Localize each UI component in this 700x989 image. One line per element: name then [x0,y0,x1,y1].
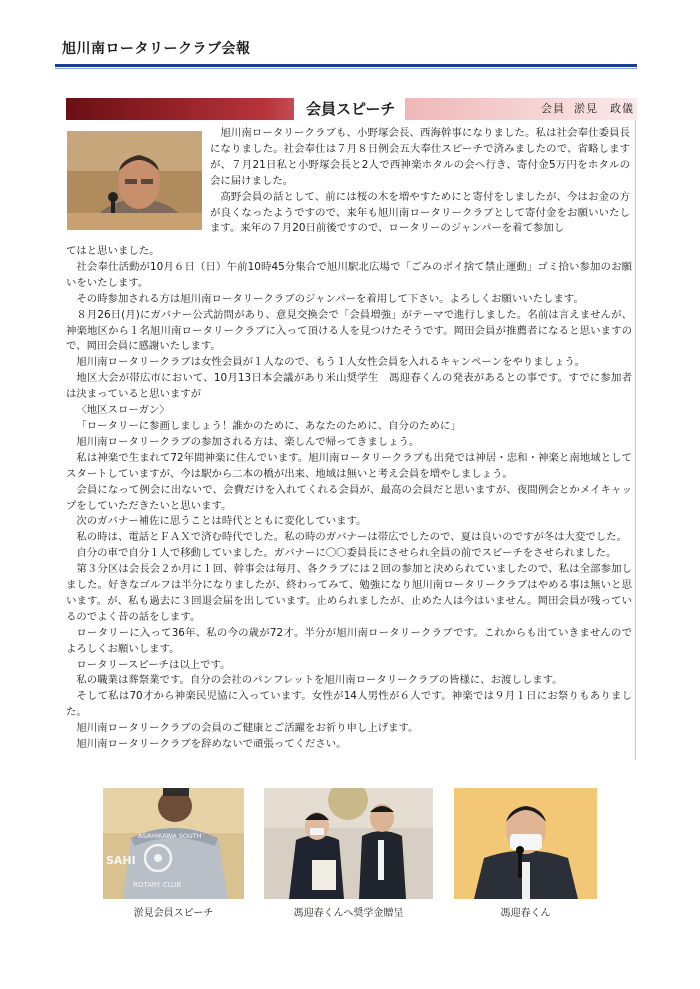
masthead-rule-thin [55,68,637,69]
body-paragraph: 地区大会が帯広市において、10月13日本会議があり米山奨学生 馮迎春くんの発表があるとの事です。すでに参加者は決まっていると思いますが [66,372,632,401]
body-paragraph: 私の時は、電話とＦＡＸで済む時代でした。私の時のガバナーは帯広でしたので、夏は良いのですが冬は大変でした。 [76,531,627,544]
body-paragraph: その時参加される方は旭川南ロータリークラブのジャンパーを着用して下さい。よろしくお願いいたします。 [76,292,584,305]
intro-text [210,126,630,237]
body-paragraph: ８月26日(月)にガバナー公式訪問があり、意見交換会で「会員増強」がテーマで進行しました。名前は言えませんが、神楽地区から１名旭川南ロータリークラブに入って頂ける人を見つけたそうです。岡田会員が推薦者になると思いますので、岡田会員に感謝いたします。 [66,308,632,353]
speech-photo [103,788,244,899]
photo-caption: 淤見会員スピーチ [133,908,214,919]
body-paragraph: 次のガバナー補佐に思うことは時代とともに変化しています。 [76,515,367,528]
body-paragraph: 旭川南ロータリークラブを辞めないで頑張ってください。 [76,738,347,751]
body-paragraph: 社会奉仕活動が10月６日（日）午前10時45分集合で旭川駅北広場で「ごみのポイ捨て禁止運動」ゴミ拾い参加のお願いをいたします。 [66,260,632,289]
body-paragraph: 私は神楽で生まれて72年間神楽に住んでいます。旭川南ロータリークラブも出発では神居・忠和・神楽と南地域としてスタートしていますが、今は駅から二本の橋が出来、地域は無いと考え会員を増やしましょう。 [66,451,632,480]
newsletter-title: 旭川南ロータリークラブ会報 [62,41,251,57]
body-paragraph: てはと思いました。 [66,245,160,257]
body-paragraph: 私の職業は葬祭業です。自分の会社のパンフレットを旭川南ロータリークラブの皆様に、お渡しします。 [76,674,563,687]
photo-caption: 馮迎春くん [500,908,551,919]
scholarship-photo [264,788,433,899]
body-paragraph: ロータリーに入って36年、私の今の歳が72才。半分が旭川南ロータリークラブです。これからも出ていきませんのでよろしくお願いします。 [66,626,632,655]
body-paragraph: ロータリースピーチは以上です。 [76,658,231,671]
body-paragraph: 〈地区スローガン〉 [76,404,170,417]
author-name: 淤見 政儀 [574,102,634,115]
body-paragraph: 「ロータリーに参画しましょう！誰かのために、あなたのために、自分のために」 [76,419,461,432]
body-paragraph: 自分の車で自分１人で移動していました。ガバナーに〇〇委員長にさせられ全員の前でスピーチをさせられました。 [76,547,617,560]
body-paragraph: 旭川南ロータリークラブの会員のご健康とご活躍をお祈り申し上げます。 [76,722,419,735]
article-title: 会員スピーチ [294,98,405,120]
intro-paragraph: 旭川南ロータリークラブも、小野塚会長、西海幹事になりました。私は社会奉仕委員長になりました。社会奉仕は７月８日例会五大奉仕スピーチで済みましたので、省略しますが、７月21日私と小野塚会長と2人で西神楽ホタルの会へ行き、寄付金5万円をホタルの会に届けました。 [210,127,630,187]
body-paragraph: 旭川南ロータリークラブは女性会員が１人なので、もう１人女性会員を入れるキャンペーンをやりましょう。 [76,356,586,369]
body-paragraph: 第３分区は会長会２か月に１回、幹事会は毎月、各クラブには２回の参加と決められていましたので、私は全部参加しました。好きなゴルフは半分になりましたが、終わってみて、勉強になり旭川南ロータリークラブはやめる事は無いと思います。が、私も過去に３回退会届を出しています。止められましたが、止めた人は今はいません。岡田会員が残っているのでよく昔の話をします。 [66,563,632,623]
jacket-text: ASAHIKAWA SOUTH [138,832,202,840]
author-role: 会員 [541,102,565,115]
article-author [541,101,634,117]
body-paragraph: 旭川南ロータリークラブの参加される方は、楽しんで帰ってきましょう。 [76,435,420,448]
photo-caption: 馮迎春くんへ奨学金贈呈 [293,908,404,919]
body-paragraph: そして私は70才から神楽民児協に入っています。女性が14人男性が６人です。神楽では９月１日にお祭りもありました。 [66,690,632,719]
masthead-rule [55,64,637,67]
jacket-text-side: SAHI [106,854,136,867]
column-divider [635,120,636,760]
article-body [66,244,632,753]
intro-paragraph: 高野会員の話として、前には桜の木を増やすためにと寄付をしましたが、今はお金の方が良くなったようですので、来年も旭川南ロータリークラブとして寄付金をお願いいたします。来年の７月20日前後ですので、ロータリーのジャンパーを着て参加し [210,190,630,235]
student-photo [454,788,597,899]
jacket-text-club: ROTARY CLUB [133,881,182,889]
speaker-portrait-photo [67,131,202,230]
body-paragraph: 会員になって例会に出ないで、会費だけを入れてくれる会員が、最高の会員だと思いますが、夜間例会とかメイキャップをしていただきたいと思います。 [66,483,632,512]
